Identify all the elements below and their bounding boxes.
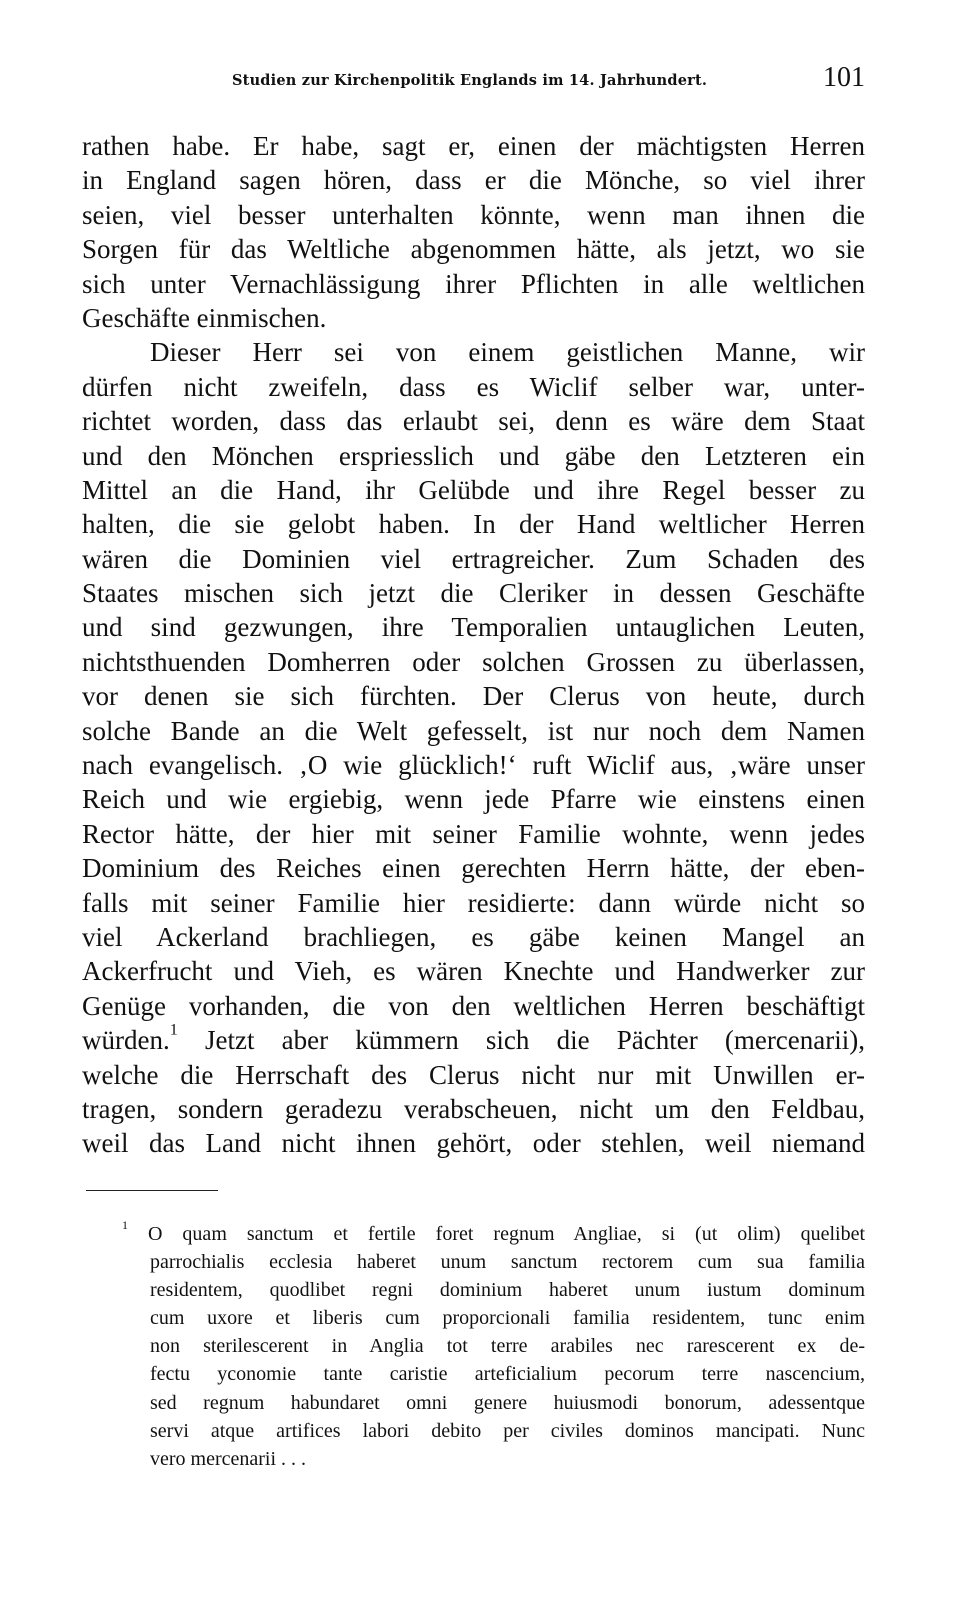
footnote-text: O quam sanctum et fertile foret regnum Angliae, si (ut olim) quelibet: [148, 1223, 865, 1245]
footnote-line: parrochialis ecclesia haberet unum sanctum rectorem cum sua familia: [150, 1251, 865, 1274]
body-line: Mittel an die Hand, ihr Gelübde und ihre Regel besser zu: [82, 474, 865, 505]
footnote-line: servi atque artifices labori debito per civiles dominos mancipati. Nunc: [150, 1419, 865, 1442]
body-line: seien, viel besser unterhalten könnte, wenn man ihnen die: [82, 199, 865, 230]
body-line-with-footnote: [82, 1020, 865, 1057]
body-line: weil das Land nicht ihnen gehört, oder stehlen, weil niemand: [82, 1128, 865, 1159]
body-line: solche Bande an die Welt gefesselt, ist nur noch dem Namen: [82, 715, 865, 746]
body-line: wären die Dominien viel ertragreicher. Zum Schaden des: [82, 543, 865, 574]
footnote-line: sed regnum habundaret omni genere huiusmodi bonorum, adessentque: [150, 1391, 865, 1414]
footnote-line-first: [122, 1220, 865, 1248]
body-line: viel Ackerland brachliegen, es gäbe keinen Mangel an: [82, 921, 865, 952]
body-line: und sind gezwungen, ihre Temporalien untauglichen Leuten,: [82, 612, 865, 643]
body-line: rathen habe. Er habe, sagt er, einen der mächtigsten Herren: [82, 131, 865, 161]
footnote-line-last: vero mercenarii . . .: [150, 1447, 307, 1470]
footnote-line: residentem, quodlibet regni dominium haberet unum iustum dominum: [150, 1279, 865, 1302]
body-line: falls mit seiner Familie hier residierte: dann würde nicht so: [82, 887, 865, 918]
body-line: nach evangelisch. ‚O wie glücklich!‘ ruft Wiclif aus, ‚wäre unser: [82, 750, 865, 781]
body-line: Staates mischen sich jetzt die Cleriker in dessen Geschäfte: [82, 578, 865, 609]
footnote-divider: [86, 1190, 218, 1191]
body-line: vor denen sie sich fürchten. Der Clerus von heute, durch: [82, 681, 865, 712]
body-line: sich unter Vernachlässigung ihrer Pflichten in alle weltlichen: [82, 268, 865, 299]
body-line: tragen, sondern geradezu verabscheuen, nicht um den Feldbau,: [82, 1093, 865, 1124]
body-line: welche die Herrschaft des Clerus nicht nur mit Unwillen er-: [82, 1059, 865, 1090]
page-number: 101: [823, 62, 865, 93]
footnote-line: cum uxore et liberis cum proporcionali familia residentem, tunc enim: [150, 1307, 865, 1330]
body-line: Sorgen für das Weltliche abgenommen hätte, als jetzt, wo sie: [82, 234, 865, 265]
footnote-marker: 1: [122, 1218, 128, 1233]
running-head: [82, 60, 865, 100]
body-line: Rector hätte, der hier mit seiner Familie wohnte, wenn jedes: [82, 818, 865, 849]
body-line-rest: Jetzt aber kümmern sich die Pächter (mercenarii),: [205, 1025, 865, 1056]
body-line: in England sagen hören, dass er die Mönche, so viel ihrer: [82, 165, 865, 196]
running-title: Studien zur Kirchenpolitik Englands im 14. Jahrhundert.: [232, 72, 708, 89]
body-line: nichtsthuenden Domherren oder solchen Grossen zu überlassen,: [82, 646, 865, 677]
footnote-reference[interactable]: 1: [169, 1020, 178, 1039]
body-line-start: würden.: [82, 1025, 170, 1056]
footnote-line: fectu yconomie tante caristie arteficialium pecorum terre nascencium,: [150, 1363, 865, 1386]
body-line: Ackerfrucht und Vieh, es wären Knechte und Handwerker zur: [82, 956, 865, 987]
body-line: und den Mönchen erspriesslich und gäbe den Letzteren ein: [82, 440, 865, 471]
body-line: halten, die sie gelobt haben. In der Hand weltlicher Herren: [82, 509, 865, 540]
body-line: Genüge vorhanden, die von den weltlichen Herren beschäftigt: [82, 990, 865, 1021]
body-line: richtet worden, dass das erlaubt sei, denn es wäre dem Staat: [82, 406, 865, 437]
footnote-line: non sterilescerent in Anglia tot terre arabiles nec rarescerent ex de-: [150, 1335, 865, 1358]
body-line: Reich und wie ergiebig, wenn jede Pfarre wie einstens einen: [82, 784, 865, 815]
body-line-paragraph-start: Dieser Herr sei von einem geistlichen Manne, wir: [150, 337, 865, 368]
body-line-paragraph-end: Geschäfte einmischen.: [82, 302, 327, 333]
body-line: Dominium des Reiches einen gerechten Herrn hätte, der eben-: [82, 853, 865, 884]
footnote: [122, 1220, 865, 1473]
body-line: dürfen nicht zweifeln, dass es Wiclif selber war, unter-: [82, 371, 865, 402]
body-text: [82, 129, 865, 1161]
